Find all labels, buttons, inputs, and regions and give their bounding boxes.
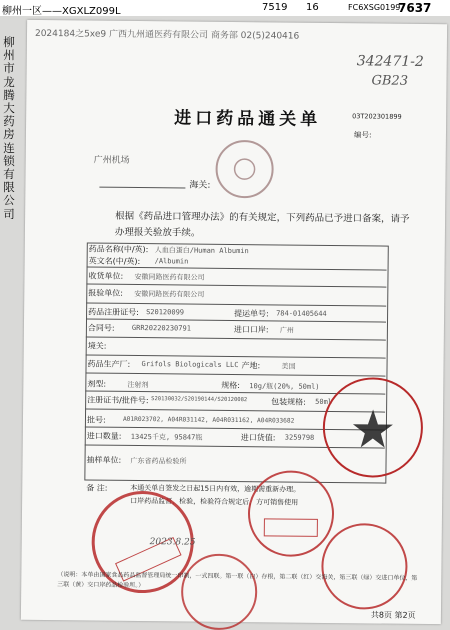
dosage-form-value: 注射剂 — [127, 380, 149, 390]
customs-stamp — [215, 140, 274, 199]
customs-blank-line — [99, 187, 185, 189]
top-left-text: 柳州一区——XGXLZ099L — [2, 6, 121, 17]
body-text: 根据《药品进口管理办法》的有关规定，下列药品已予进口备案，请予办理报关验放手续。 — [114, 210, 410, 239]
top-code: FC6XSG0199 — [348, 3, 401, 12]
certificate-label: 注册证书/批件号: — [87, 395, 149, 406]
transit-label: 境关: — [87, 341, 107, 351]
note-text-2: 口岸药品监督，检验，检验符合规定后，方可销售使用 — [130, 496, 299, 507]
star-icon — [324, 379, 421, 476]
receiver-label: 收货单位: — [88, 271, 124, 281]
receiver-value: 安徽同路医药有限公司 — [134, 272, 205, 282]
spec-label: 规格: — [221, 380, 241, 391]
dosage-form-label: 剂型: — [87, 379, 107, 389]
page-indicator: 共8页 第2页 — [370, 610, 416, 620]
handwritten-code-2: GB23 — [371, 73, 409, 89]
bill-value: 784-01405644 — [276, 309, 327, 318]
bill-label: 提运单号: — [234, 309, 269, 319]
manufacturer-label: 药品生产厂: — [87, 359, 131, 369]
value-label: 进口货值: — [240, 433, 276, 443]
handwritten-date: 2023.8.25 — [149, 537, 196, 548]
top-number-b: 16 — [306, 2, 319, 13]
filer-label: 报验单位: — [88, 288, 124, 298]
side-company-name: 柳州市龙腾大药房连锁有限公司 — [3, 35, 15, 221]
lot-label: 批号: — [86, 415, 106, 425]
package-label: 包装规格: — [271, 397, 306, 407]
value-value: 3259798 — [284, 433, 315, 442]
drug-name2-value: /Albumin — [154, 257, 189, 266]
lot-value: A01R023702, A04R031142, A04R031162, A04R033682 — [122, 415, 295, 425]
drug-name-label: 药品名称(中/英): — [88, 244, 149, 255]
registration-label: 药品注册证号: — [88, 307, 139, 318]
entry-port-label: 进口口岸: — [233, 324, 269, 335]
customs-stamp-graphic — [217, 142, 272, 197]
customs-label: 海关: — [189, 180, 211, 191]
filer-value: 安徽同路医药有限公司 — [134, 289, 205, 299]
sampling-value: 广东省药品检验所 — [130, 456, 187, 466]
registration-value: S20120099 — [146, 308, 185, 317]
city-admin-stamp — [248, 470, 335, 557]
document-number: 03T202301899 — [352, 112, 402, 121]
footer-note: （说明：本单由国家食品药品监督管理局统一印制，一式四联。第一联（白）存根，第二联（红）交海关，第三联（绿）交进口单位，第三联（黄）交口岸药品检验所。） — [57, 571, 418, 590]
spec-value: 10g/瓶(20%, 50ml) — [249, 382, 320, 391]
handwritten-code: 342471-2 — [356, 53, 424, 70]
contract-value: GRR20220230791 — [131, 323, 191, 333]
quantity-value: 13425千克, 95847瓶 — [130, 432, 203, 442]
faint-header: 2024184之5xe9 广西九州通医药有限公司 商务部 02(5)240416 — [34, 28, 300, 42]
customs-document — [21, 20, 447, 624]
top-big-number: 7637 — [398, 1, 432, 15]
origin-label: 产地: — [241, 361, 261, 371]
company-quality-stamp — [322, 377, 423, 478]
origin-value: 美国 — [281, 362, 296, 371]
number-label: 编号: — [353, 130, 372, 140]
note-label: 备 注: — [86, 483, 108, 493]
drug-name-value: 人血白蛋白/Human Albumin — [154, 246, 249, 256]
quality-dept-stamp — [321, 523, 408, 610]
top-bar — [0, 0, 450, 16]
port-name: 广州机场 — [93, 155, 130, 166]
quantity-label: 进口数量: — [86, 431, 122, 441]
entry-port-value: 广州 — [279, 326, 294, 335]
package-value: 50ml — [315, 397, 333, 407]
city-admin-stamp-box — [264, 518, 318, 537]
top-number-a: 7519 — [262, 2, 288, 13]
contract-label: 合同号: — [87, 323, 115, 333]
sampling-label: 抽样单位: — [86, 455, 122, 465]
drug-name2-label: 英文名(中/英): — [88, 256, 141, 267]
note-text: 本通关单自签发之日起15日内有效，逾期需重新办理。 — [130, 483, 301, 494]
document-title: 进口药品通关单 — [174, 108, 322, 130]
certificate-value: S20130032/S20190144/S20120082 — [151, 396, 248, 404]
manufacturer-value: Grifols Biologicals LLC — [141, 360, 239, 370]
